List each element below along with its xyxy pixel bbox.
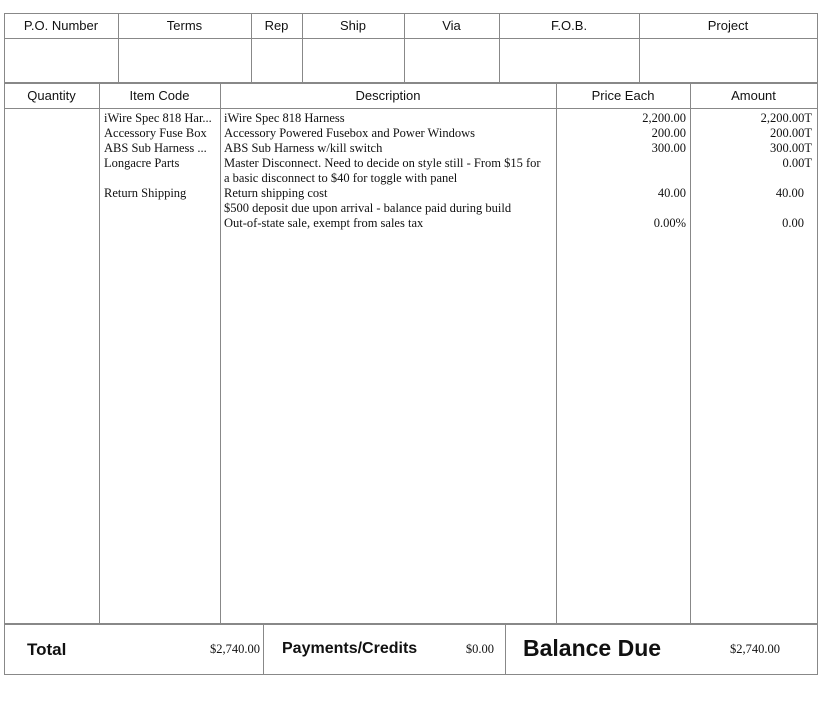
amount-cell xyxy=(694,171,812,186)
description-cell: ABS Sub Harness w/kill switch xyxy=(224,141,383,155)
price-cell: 0.00% xyxy=(653,216,686,230)
price-cell: 200.00 xyxy=(651,126,686,140)
item-code-cell: iWire Spec 818 Har... xyxy=(104,111,212,125)
price-cell xyxy=(560,201,686,216)
total-label: Total xyxy=(27,640,67,659)
description-cell: iWire Spec 818 Harness xyxy=(224,111,345,125)
item-code-cell xyxy=(104,201,218,216)
item-code-cell xyxy=(104,216,218,231)
amount-cell: 0.00T xyxy=(782,156,812,170)
header-fob: F.O.B. xyxy=(550,18,588,33)
price-column xyxy=(560,111,686,231)
col-header-amount: Amount xyxy=(731,88,776,103)
col-header-quantity: Quantity xyxy=(27,88,76,103)
header-via: Via xyxy=(442,18,461,33)
item-code-cell xyxy=(104,171,218,186)
item-code-cell: Return Shipping xyxy=(104,186,187,200)
amount-cell: 200.00T xyxy=(769,126,812,140)
header-po-number: P.O. Number xyxy=(23,18,99,33)
amount-column xyxy=(694,111,812,231)
item-code-cell: ABS Sub Harness ... xyxy=(104,141,207,155)
balance-due-label: Balance Due xyxy=(523,635,662,661)
balance-due-value: $2,740.00 xyxy=(730,642,780,656)
header-ship: Ship xyxy=(339,18,367,33)
item-code-cell: Accessory Fuse Box xyxy=(104,126,207,140)
header-rep: Rep xyxy=(264,18,289,33)
amount-cell: 300.00T xyxy=(769,141,812,155)
item-code-column xyxy=(104,111,218,231)
amount-cell: 0.00 xyxy=(782,216,804,230)
amount-cell: 2,200.00T xyxy=(760,111,812,125)
description-cell: Return shipping cost xyxy=(224,186,328,200)
description-cell: Master Disconnect. Need to decide on style still - From $15 for xyxy=(224,156,541,170)
payments-value: $0.00 xyxy=(465,642,494,656)
payments-label: Payments/Credits xyxy=(282,640,418,657)
col-header-item-code: Item Code xyxy=(129,88,190,103)
price-cell xyxy=(560,171,686,186)
amount-cell: 40.00 xyxy=(775,186,804,200)
price-cell: 40.00 xyxy=(657,186,686,200)
col-header-price-each: Price Each xyxy=(591,88,655,103)
description-cell: Accessory Powered Fusebox and Power Windows xyxy=(224,126,475,140)
header-project: Project xyxy=(707,18,749,33)
description-cell: a basic disconnect to $40 for toggle with panel xyxy=(224,171,458,185)
description-column xyxy=(224,111,554,231)
item-code-cell: Longacre Parts xyxy=(104,156,180,170)
price-cell xyxy=(560,156,686,171)
description-cell: $500 deposit due upon arrival - balance paid during build xyxy=(224,201,512,215)
total-value: $2,740.00 xyxy=(210,642,260,656)
header-terms: Terms xyxy=(166,18,203,33)
price-cell: 300.00 xyxy=(651,141,686,155)
col-header-description: Description xyxy=(355,88,421,103)
amount-cell xyxy=(694,201,812,216)
price-cell: 2,200.00 xyxy=(642,111,686,125)
description-cell: Out-of-state sale, exempt from sales tax xyxy=(224,216,424,230)
